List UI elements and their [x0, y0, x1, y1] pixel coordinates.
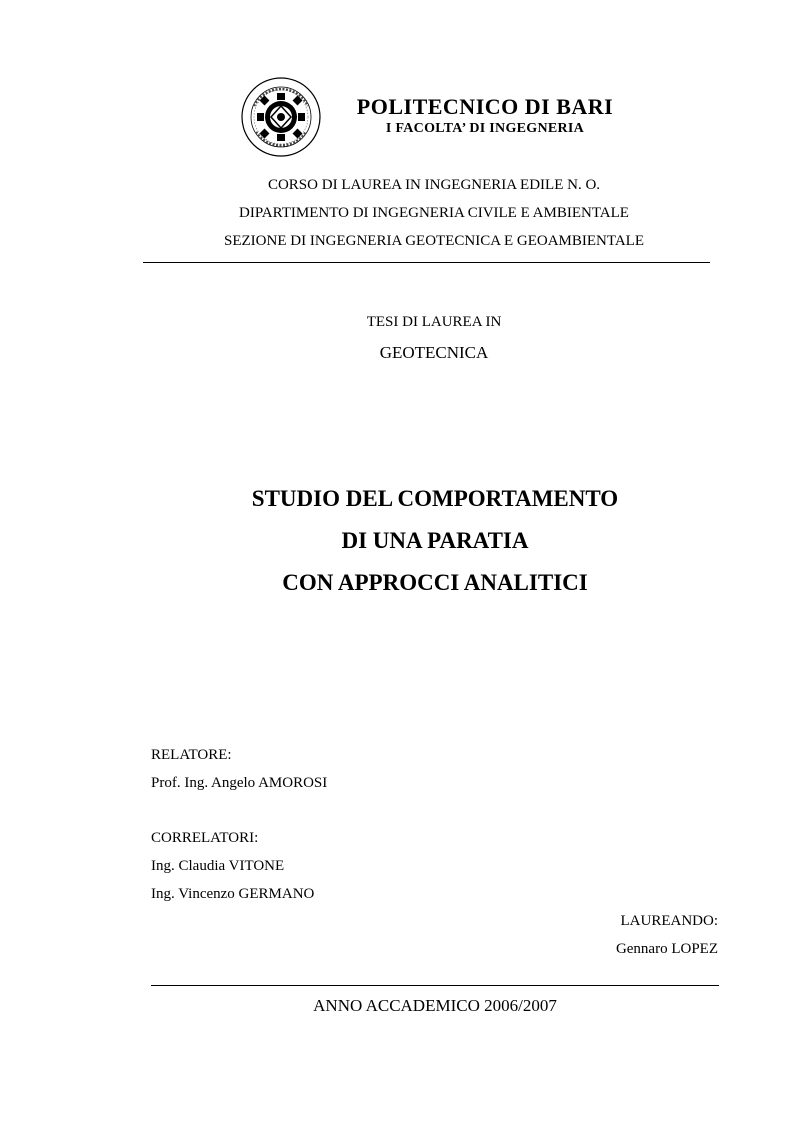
department-name: DIPARTIMENTO DI INGEGNERIA CIVILE E AMBIENTALE [239, 205, 629, 221]
university-seal-icon [240, 76, 322, 158]
thesis-title-line: STUDIO DEL COMPORTAMENTO [251, 486, 619, 511]
academic-year: ANNO ACCADEMICO 2006/2007 [313, 996, 557, 1015]
footer-divider [151, 985, 719, 986]
thesis-label: TESI DI LAUREA IN [366, 314, 502, 330]
thesis-title-line: CON APPROCCI ANALITICI [282, 570, 588, 595]
university-name: POLITECNICO DI BARI [356, 94, 614, 119]
relatore-name: Prof. Ing. Angelo AMOROSI [151, 775, 328, 791]
correlatore-name: Ing. Claudia VITONE [151, 858, 285, 874]
correlatore-name: Ing. Vincenzo GERMANO [151, 886, 315, 902]
course-name: CORSO DI LAUREA IN INGEGNERIA EDILE N. O. [267, 177, 601, 193]
header-divider [143, 262, 710, 263]
relatore-label: RELATORE: [151, 747, 232, 763]
thesis-title-line: DI UNA PARATIA [341, 528, 529, 553]
laureando-name: Gennaro LOPEZ [615, 941, 718, 957]
thesis-subject: GEOTECNICA [379, 343, 489, 362]
section-name: SEZIONE DI INGEGNERIA GEOTECNICA E GEOAMBIENTALE [224, 233, 644, 249]
correlatori-label: CORRELATORI: [151, 830, 259, 846]
faculty-name: I FACOLTA’ DI INGEGNERIA [385, 121, 585, 136]
laureando-label: LAUREANDO: [620, 913, 718, 929]
